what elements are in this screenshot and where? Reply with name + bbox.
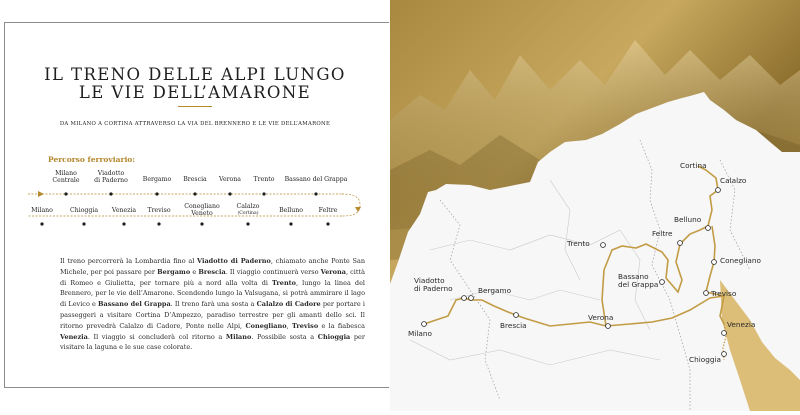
text: e la fiabesca (318, 321, 365, 330)
route-stop-calalzo (236, 204, 259, 218)
station-dot-viadotto (462, 296, 467, 301)
route-stop-dot (228, 192, 231, 195)
map-label-conegliano: Conegliano (720, 256, 761, 265)
text: . Possibile sosta a (251, 332, 318, 341)
text-bold: Conegliano (245, 321, 287, 330)
text: , chiamato anche Ponte San Michele, per poi passare per (60, 257, 366, 276)
route-stop-chioggia: Chioggia (69, 207, 99, 214)
route-stop-dot (289, 222, 292, 225)
station-dot-trento (601, 243, 606, 248)
text: per visitare la laguna e le sue case colorate. (60, 332, 365, 352)
station-dot-bergamo (469, 296, 474, 301)
route-stop-dot (314, 192, 317, 195)
text-bold: Trento (272, 278, 297, 287)
route-stop-dot (157, 222, 160, 225)
route-map (390, 0, 800, 411)
map-label-line1: Viadotto (414, 276, 445, 285)
station-dot-bassano (660, 280, 665, 285)
route-stop-bergamo: Bergamo (142, 176, 172, 183)
stop-label-line1: Conegliano (184, 203, 220, 210)
route-stop-dot (200, 222, 203, 225)
route-stop-conegliano (184, 204, 219, 218)
route-stop-venezia: Venezia (111, 207, 137, 214)
route-section-label: Percorso ferroviario: (48, 155, 136, 164)
map-label-chioggia: Chioggia (689, 355, 721, 364)
text: per portare i passeggeri a visitare Cortina D’Ampezzo, paradiso terrestre per gli amanti dello sci. Il ritorno prevedrà Calalzo di Cadore, Ponte nelle Alpi, (60, 300, 365, 330)
route-stop-feltre: Feltre (318, 207, 338, 214)
route-stop-dot (246, 222, 249, 225)
station-dot-feltre (678, 241, 683, 246)
route-stop-bassano: Bassano del Grappa (284, 176, 348, 183)
stop-label-line2: (Cortina) (237, 210, 259, 216)
route-stop-milano-centrale (52, 171, 79, 185)
text: e (190, 267, 199, 276)
route-stop-dot (262, 192, 265, 195)
map-label-calalzo: Calalzo (720, 176, 747, 185)
map-label-trento: Trento (567, 239, 590, 248)
route-turn-arrow-icon (355, 207, 361, 212)
brochure-left-panel (0, 0, 390, 411)
map-label-belluno: Belluno (674, 215, 702, 224)
text: , (286, 321, 292, 330)
stop-label-line2: di Paderno (94, 176, 128, 184)
map-label-line1: Bassano (618, 272, 649, 281)
title-line-1: IL TRENO DELLE ALPI LUNGO (44, 65, 346, 84)
map-label-feltre: Feltre (652, 229, 673, 238)
station-dot-brescia (514, 313, 519, 318)
stop-label-line2: Veneto (191, 209, 213, 217)
text: , lungo la linea del Brennero, per le vie dell’Amarone. Scendendo lungo la Valsugana, si potrà ammirare il lago di Levico e (60, 278, 365, 309)
map-label-milano: Milano (408, 329, 432, 338)
route-stop-milano: Milano (31, 207, 53, 214)
page-subtitle: DA MILANO A CORTINA ATTRAVERSO LA VIA DEL BRENNERO E LE VIE DELL’AMARONE (59, 121, 331, 127)
text-bold: Viadotto di Paderno (197, 257, 271, 265)
stop-label-line1: Calalzo (236, 203, 260, 210)
text-bold: Verona (320, 267, 346, 276)
map-label-treviso: Treviso (711, 289, 737, 298)
station-dot-treviso (704, 291, 709, 296)
text: , città di Romeo e Giulietta, per tornare più a nord alla volta di (60, 267, 365, 287)
station-dot-calalzo (716, 188, 721, 193)
station-dot-milano (422, 322, 427, 327)
text-bold: Treviso (291, 321, 319, 330)
route-stop-treviso: Treviso (147, 207, 171, 214)
route-stop-dot (326, 222, 329, 225)
description-paragraph (60, 256, 365, 353)
route-stop-dot (155, 192, 158, 195)
station-dot-chioggia (722, 352, 727, 357)
map-label-verona: Verona (588, 313, 614, 322)
text-bold: Bassano del Grappa (98, 300, 171, 309)
text-bold: Venezia (60, 332, 88, 341)
text-bold: Milano (225, 332, 252, 341)
title-line-2: LE VIE DELL’AMARONE (78, 83, 312, 102)
text-bold: Bergamo (157, 267, 191, 276)
route-line-turn (342, 194, 360, 216)
route-stop-verona: Verona (219, 176, 241, 183)
text-bold: Chioggia (317, 332, 351, 341)
route-stop-dot (40, 222, 43, 225)
text: . Il treno farà una sosta a (170, 300, 257, 309)
map-label-line2: del Grappa (618, 279, 659, 289)
route-stop-brescia: Brescia (183, 176, 207, 183)
station-dot-belluno (706, 226, 711, 231)
text: . Il viaggio continuerà verso (225, 267, 321, 276)
map-graphic (390, 0, 800, 411)
map-label-bassano (618, 273, 658, 288)
route-stop-belluno: Belluno (279, 207, 303, 214)
map-label-bergamo: Bergamo (478, 286, 512, 295)
map-label-cortina: Cortina (680, 161, 707, 170)
text-bold: Brescia (198, 267, 226, 276)
route-stop-dot (64, 192, 67, 195)
map-label-brescia: Brescia (500, 321, 527, 330)
stop-label-line1: Viadotto (97, 170, 125, 177)
map-label-venezia: Venezia (727, 320, 756, 329)
text: . Il viaggio si concluderà col ritorno a (87, 332, 226, 341)
route-stop-dot (109, 192, 112, 195)
station-dot-venezia (722, 331, 727, 336)
route-stop-dot (193, 192, 196, 195)
station-dot-conegliano (712, 260, 717, 265)
route-stop-dot (122, 222, 125, 225)
station-dot-verona (606, 324, 611, 329)
map-label-viadotto (414, 277, 453, 292)
stop-label-line1: Milano (55, 170, 77, 177)
text-bold: Calalzo di Cadore (256, 300, 321, 309)
route-stop-dot (82, 222, 85, 225)
route-stop-viadotto (94, 171, 128, 185)
map-label-line2: di Paderno (414, 283, 453, 293)
stop-label-line2: Centrale (52, 176, 80, 184)
text: Il treno percorrerà la Lombardia fino al (60, 257, 198, 265)
route-stop-trento: Trento (253, 176, 275, 183)
